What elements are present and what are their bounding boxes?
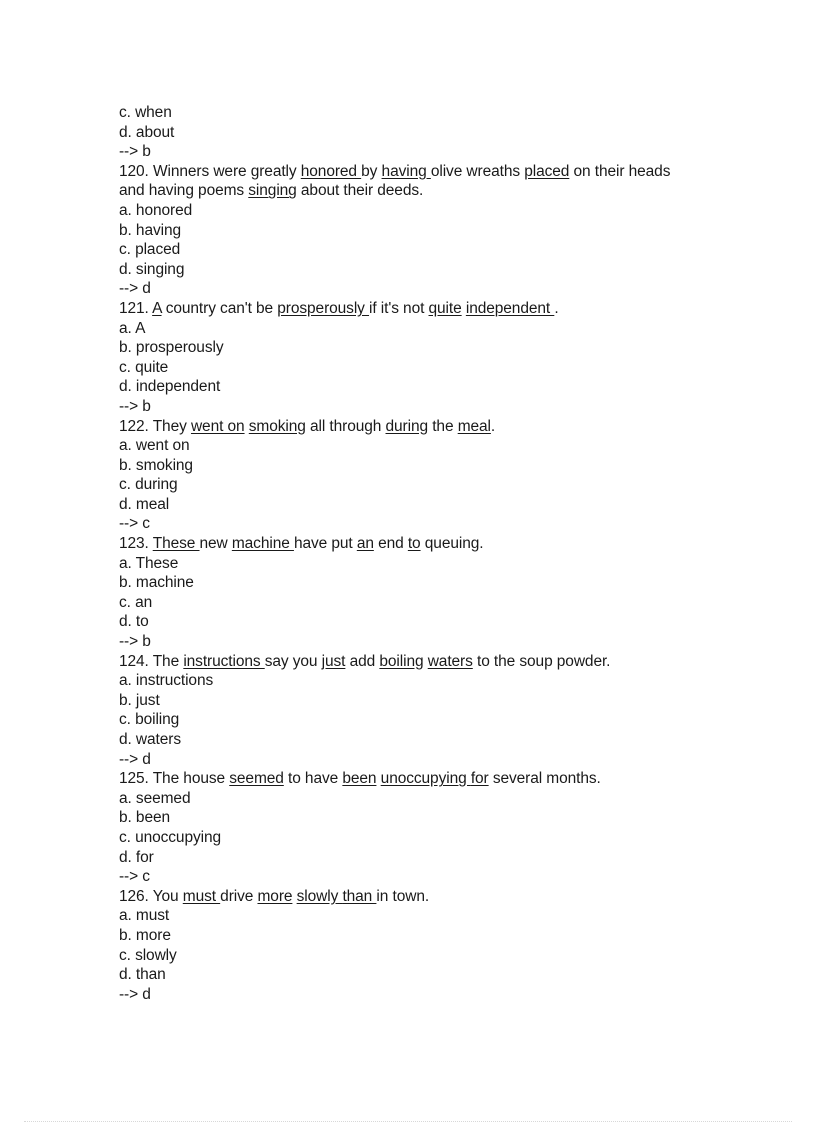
underlined-segment: slowly [296, 887, 343, 905]
option-line: b. more [119, 926, 171, 944]
stem-text: in town. [376, 887, 430, 905]
option-line: c. unoccupying [119, 828, 221, 846]
stem-text: about their deeds. [296, 182, 424, 200]
stem-text: have put [293, 535, 357, 553]
option-line: c. during [119, 476, 178, 494]
answer-line: --> b [119, 633, 151, 651]
stem-text: 125. The house [119, 770, 230, 788]
option-line: a. honored [119, 201, 193, 219]
option-line: b. just [119, 691, 160, 709]
question-block [119, 162, 679, 299]
option-line: b. prosperously [119, 339, 224, 357]
option-line: a. must [119, 907, 170, 925]
stem-text: say you [264, 652, 322, 670]
question-block [119, 887, 679, 1005]
answer-line: --> c [119, 868, 150, 886]
underlined-segment: having [381, 162, 431, 180]
option-line: a. These [119, 554, 179, 572]
option-line: c. placed [119, 241, 181, 259]
underlined-segment: instructions [183, 652, 265, 670]
underlined-segment: must [182, 887, 221, 905]
underlined-segment: than [342, 887, 377, 905]
question-list [119, 103, 679, 1004]
option-line: a. went on [119, 437, 190, 455]
underlined-segment: more [257, 887, 293, 905]
option-line: b. having [119, 221, 182, 239]
question-stem [119, 652, 679, 672]
option-line: a. A [119, 319, 146, 337]
underlined-segment: singing [248, 182, 297, 200]
option-line: d. for [119, 848, 154, 866]
question-stem [119, 887, 679, 907]
question-stem [119, 769, 679, 789]
option-line: c. an [119, 593, 153, 611]
stem-text: the [428, 417, 458, 435]
stem-text: 122. They [119, 417, 191, 435]
underlined-segment: waters [427, 652, 473, 670]
underlined-segment: been [342, 770, 377, 788]
option-line: b. smoking [119, 456, 193, 474]
option-line: c. boiling [119, 711, 180, 729]
question-block [119, 769, 679, 887]
question-stem [119, 299, 679, 319]
stem-text: 124. The [119, 652, 184, 670]
underlined-segment: for [470, 770, 489, 788]
option-line: d. about [119, 123, 175, 141]
stem-text: country can't be [161, 299, 278, 317]
option-line: a. seemed [119, 789, 191, 807]
stem-text: end [373, 535, 408, 553]
stem-text: queuing. [420, 535, 484, 553]
answer-line: --> c [119, 515, 150, 533]
option-line: c. quite [119, 358, 169, 376]
underlined-segment: independent [465, 299, 555, 317]
answer-line: --> b [119, 397, 151, 415]
option-line: a. instructions [119, 672, 214, 690]
underlined-segment: prosperously [277, 299, 370, 317]
stem-text: all through [305, 417, 386, 435]
option-line: d. waters [119, 731, 181, 748]
underlined-segment: meal [457, 417, 491, 435]
stem-text: on their heads and having poems [119, 162, 671, 200]
stem-text: new [199, 535, 232, 553]
underlined-segment: machine [231, 535, 294, 553]
answer-line: --> b [119, 143, 151, 161]
stem-text: 126. You [119, 887, 183, 905]
option-line: d. meal [119, 495, 170, 513]
underlined-segment: an [356, 535, 374, 553]
underlined-segment: A [152, 299, 162, 317]
question-block [119, 417, 679, 535]
answer-line: --> d [119, 280, 151, 298]
option-line: c. when [119, 104, 172, 121]
stem-text: to have [283, 770, 343, 788]
stem-text: . [554, 299, 559, 317]
underlined-segment: placed [524, 162, 570, 180]
option-line: d. independent [119, 378, 221, 396]
underlined-segment: just [321, 652, 346, 670]
stem-text: 120. Winners were greatly [119, 162, 301, 180]
page-bottom-divider [24, 1121, 792, 1122]
stem-text: several months. [488, 770, 601, 788]
option-line: d. singing [119, 260, 185, 278]
underlined-segment: honored [300, 162, 362, 180]
option-line: d. than [119, 966, 166, 984]
answer-line: --> d [119, 985, 151, 1003]
stem-text: . [490, 417, 496, 435]
option-line: b. machine [119, 574, 194, 592]
question-block [119, 652, 679, 770]
stem-text: add [345, 652, 380, 670]
underlined-segment: went on [190, 417, 245, 435]
stem-text: drive [220, 887, 258, 905]
underlined-segment: during [385, 417, 429, 435]
lead-block [119, 103, 679, 162]
stem-text: to the soup powder. [472, 652, 611, 670]
question-stem [119, 534, 679, 554]
underlined-segment: boiling [379, 652, 424, 670]
underlined-segment: seemed [229, 770, 284, 788]
underlined-segment: quite [428, 299, 462, 317]
answer-line: --> d [119, 750, 151, 768]
question-block [119, 299, 679, 417]
option-line: b. been [119, 809, 171, 827]
question-block [119, 534, 679, 652]
stem-text: by [361, 162, 382, 180]
question-stem [119, 162, 679, 201]
stem-text: 121. [119, 299, 153, 317]
underlined-segment: These [152, 535, 200, 553]
option-line: d. to [119, 613, 149, 631]
underlined-segment: smoking [248, 417, 306, 435]
underlined-segment: unoccupying [380, 770, 471, 788]
underlined-segment: to [407, 535, 421, 553]
stem-text: olive wreaths [430, 162, 525, 180]
question-stem [119, 417, 679, 437]
stem-text: if it's not [369, 299, 429, 317]
stem-text: 123. [119, 535, 153, 553]
option-line: c. slowly [119, 946, 177, 964]
